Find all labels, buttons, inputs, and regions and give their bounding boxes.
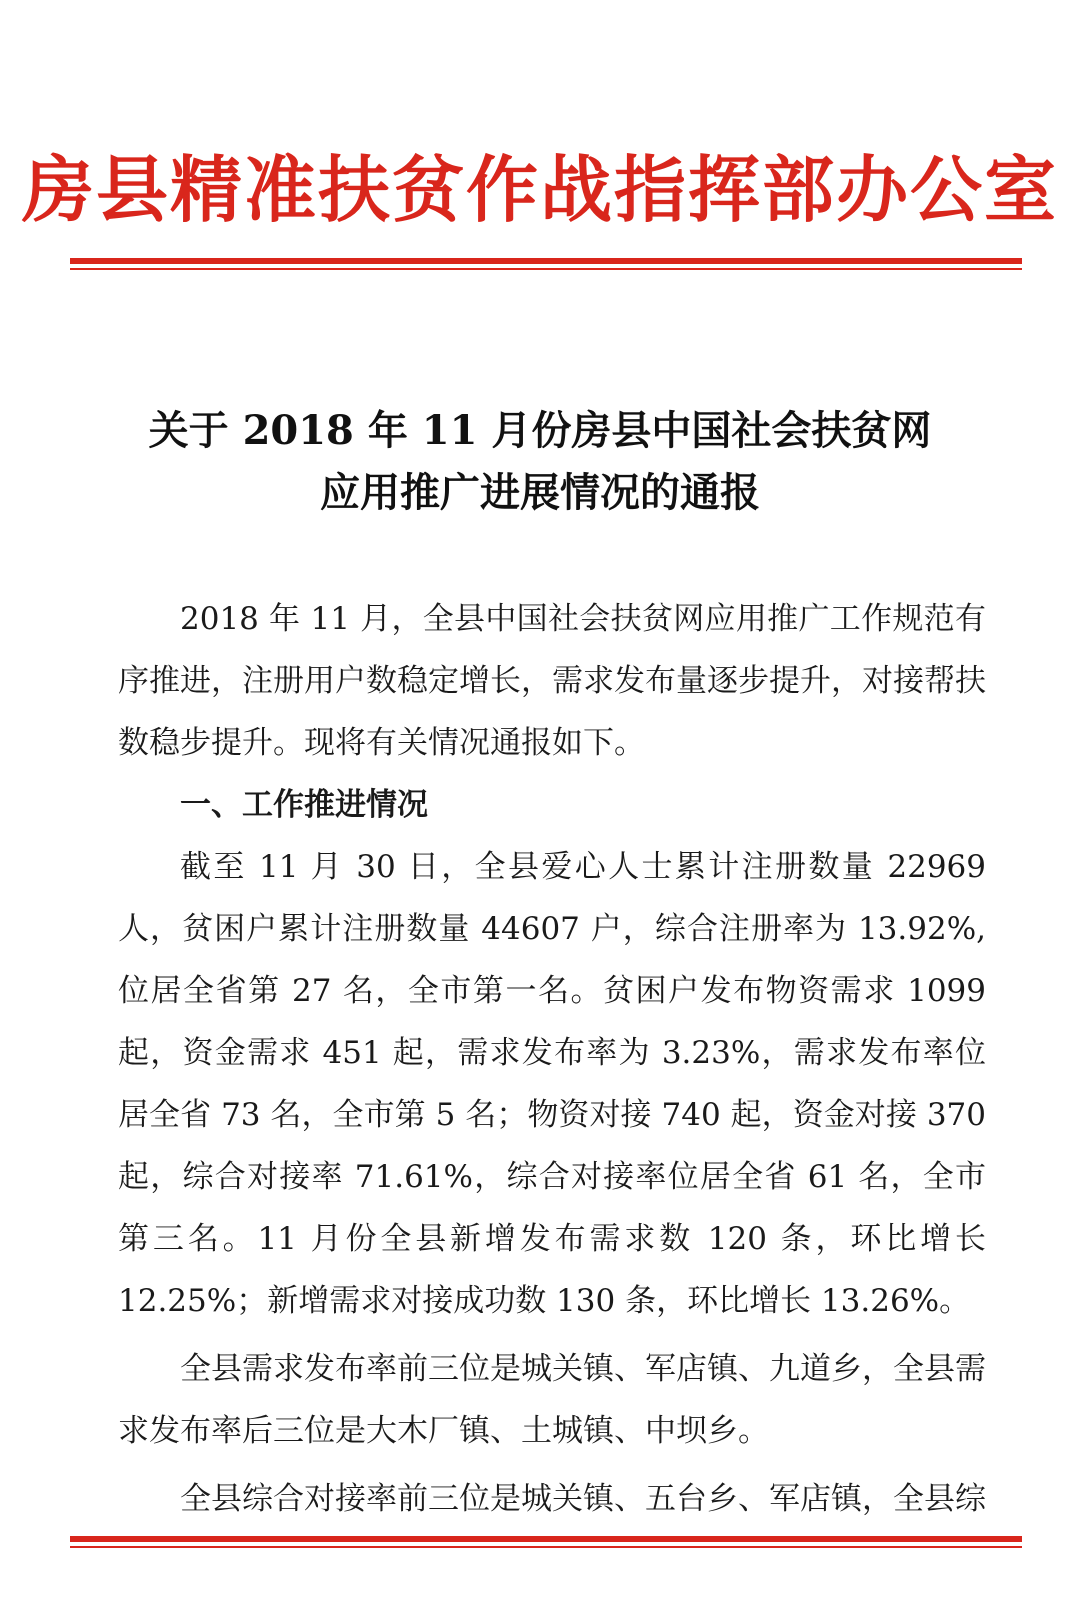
statistics-paragraph: 截至 11 月 30 日，全县爱心人士累计注册数量 22969 人，贫困户累计注册数量 44607 户，综合注册率为 13.92%,位居全省第 27 名，全市第一名。贫困户发布物资需求 1099 起，资金需求 451 起，需求发布率为 3.23%，需求发布率位居全省 73 名，全市第 5 名；物资对接 740 起，资金对接 370 起，综合对接率 71.61%，综合对接率位居全省 61 名，全市第三名。11 月份全县新增发布需求数 120 条，环比增长 12.25%；新增需求对接成功数 130 条，环比增长 13.26%。 <box>118 849 986 1319</box>
red-divider-top-thin <box>70 268 1022 270</box>
red-divider-bottom-thick <box>70 1536 1022 1542</box>
red-divider-top <box>70 258 1022 270</box>
red-divider-bottom-thin <box>70 1546 1022 1548</box>
document-body <box>118 588 986 1530</box>
release-rate-ranking-paragraph: 全县需求发布率前三位是城关镇、军店镇、九道乡，全县需求发布率后三位是大木厂镇、土城镇、中坝乡。 <box>118 1351 986 1449</box>
section-heading-work-progress: 一、工作推进情况 <box>180 787 428 823</box>
matching-rate-ranking-paragraph: 全县综合对接率前三位是城关镇、五台乡、军店镇，全县综 <box>180 1481 986 1517</box>
intro-paragraph: 2018 年 11 月，全县中国社会扶贫网应用推广工作规范有序推进，注册用户数稳定增长，需求发布量逐步提升，对接帮扶数稳步提升。现将有关情况通报如下。 <box>118 601 986 761</box>
issuing-office-header: 房县精准扶贫作战指挥部办公室 <box>21 148 1058 232</box>
document-title-line1: 关于 2018 年 11 月份房县中国社会扶贫网 <box>148 407 932 454</box>
document-title-line2: 应用推广进展情况的通报 <box>320 469 760 516</box>
red-divider-bottom <box>70 1536 1022 1548</box>
red-divider-top-thick <box>70 258 1022 264</box>
